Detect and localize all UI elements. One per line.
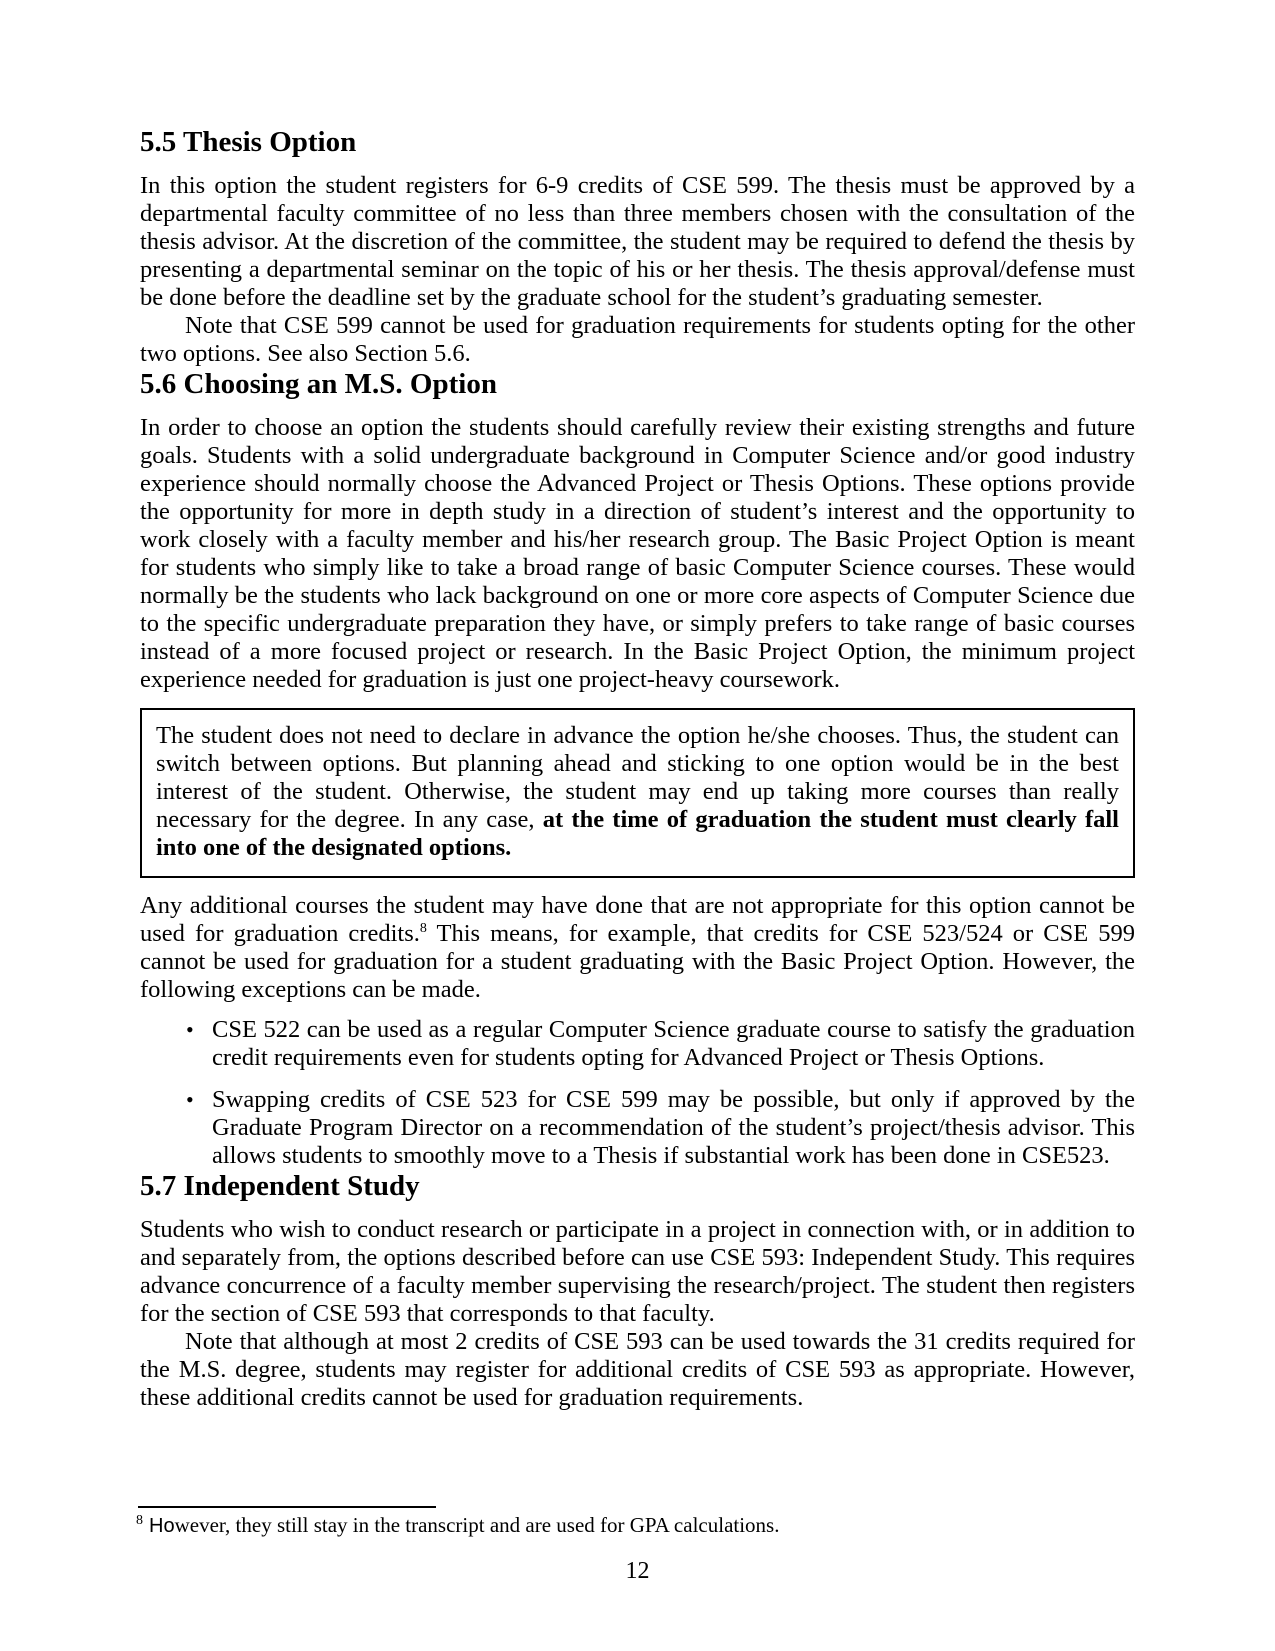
section-5-5-body: In this option the student registers for 6-9 credits of CSE 599. The thesis must be approved by a departmental faculty committee of no less than three members chosen with the consultation of the thesis advisor. At the discretion of the committee, the student may be required to defend the thesis by presenting a departmental seminar on the topic of his or her thesis. The thesis approval/defense must be done before the deadline set by the graduate school for the student’s graduating semester.: [140, 172, 1135, 311]
page-number: 12: [625, 1558, 650, 1584]
footnote-reference: 8: [419, 920, 427, 936]
bullet-icon: •: [186, 1017, 194, 1042]
footnote-divider: [138, 1506, 436, 1508]
section-5-7-heading: 5.7 Independent Study: [140, 1170, 420, 1202]
callout-text: The student does not need to declare in advance the option he/she chooses. Thus, the student can switch between options. But planning ahead and sticking to one option would be in the best interest of the student. Otherwise, the student may end up taking more courses than really necessary for the degree. In any case,: [156, 722, 1119, 833]
bullet-item-text: Swapping credits of CSE 523 for CSE 599 may be possible, but only if approved by the Graduate Program Director on a recommendation of the student’s project/thesis advisor. This allows students to smoothly move to a Thesis if substantial work has been done in CSE523.: [212, 1086, 1135, 1169]
bullet-item-text: CSE 522 can be used as a regular Computer Science graduate course to satisfy the graduation credit requirements even for students opting for Advanced Project or Thesis Options.: [212, 1016, 1135, 1071]
footnote-marker: 8: [136, 1513, 143, 1528]
bullet-item-cse522: [140, 1016, 1135, 1072]
exceptions-text-after-ref: This means, for example, that credits for CSE 523/524 or CSE 599 cannot be used for graduation for a student graduating with the Basic Project Option. However, the following exceptions can be made.: [140, 920, 1135, 1003]
section-5-6-heading: 5.6 Choosing an M.S. Option: [140, 368, 497, 400]
footnote: [136, 1513, 996, 1539]
footnote-text: wever, they still stay in the transcript and are used for GPA calculations.: [174, 1513, 780, 1537]
section-5-6-body: In order to choose an option the students should carefully review their existing strengths and future goals. Students with a solid undergraduate background in Computer Science and/or good industry experience should normally choose the Advanced Project or Thesis Options. These options provide the opportunity for more in depth study in a direction of student’s interest and the opportunity to work closely with a faculty member and his/her research group. The Basic Project Option is meant for students who simply like to take a broad range of basic Computer Science courses. These would normally be the students who lack background on one or more core aspects of Computer Science due to the specific undergraduate preparation they have, or simply prefers to take range of basic courses instead of a more focused project or research. In the Basic Project Option, the minimum project experience needed for graduation is just one project-heavy coursework.: [140, 414, 1135, 693]
section-5-7-body: Students who wish to conduct research or participate in a project in connection with, or in addition to and separately from, the options described before can use CSE 593: Independent Study. This requires advance concurrence of a faculty member supervising the research/project. The student then registers for the section of CSE 593 that corresponds to that faculty.: [140, 1216, 1135, 1327]
footnote-text-lead: Ho: [149, 1515, 175, 1537]
bullet-icon: •: [186, 1087, 194, 1112]
exceptions-text-before-ref: Any additional courses the student may have done that are not appropriate for this option cannot be used for graduation credits.: [140, 892, 1135, 947]
callout-text-bold: at the time of graduation the student must clearly fall into one of the designated options.: [156, 806, 1119, 861]
exceptions-paragraph: [140, 892, 1135, 1004]
exceptions-bullet-list: [140, 1016, 1135, 1170]
section-5-7-note: Note that although at most 2 credits of CSE 593 can be used towards the 31 credits required for the M.S. degree, students may register for additional credits of CSE 593 as appropriate. However, these additional credits cannot be used for graduation requirements.: [140, 1328, 1135, 1411]
bullet-item-cse523-swap: [140, 1086, 1135, 1170]
section-5-5-note: Note that CSE 599 cannot be used for graduation requirements for students opting for the other two options. See also Section 5.6.: [140, 312, 1135, 367]
callout-box: [140, 708, 1135, 878]
section-5-5-heading: 5.5 Thesis Option: [140, 126, 357, 158]
